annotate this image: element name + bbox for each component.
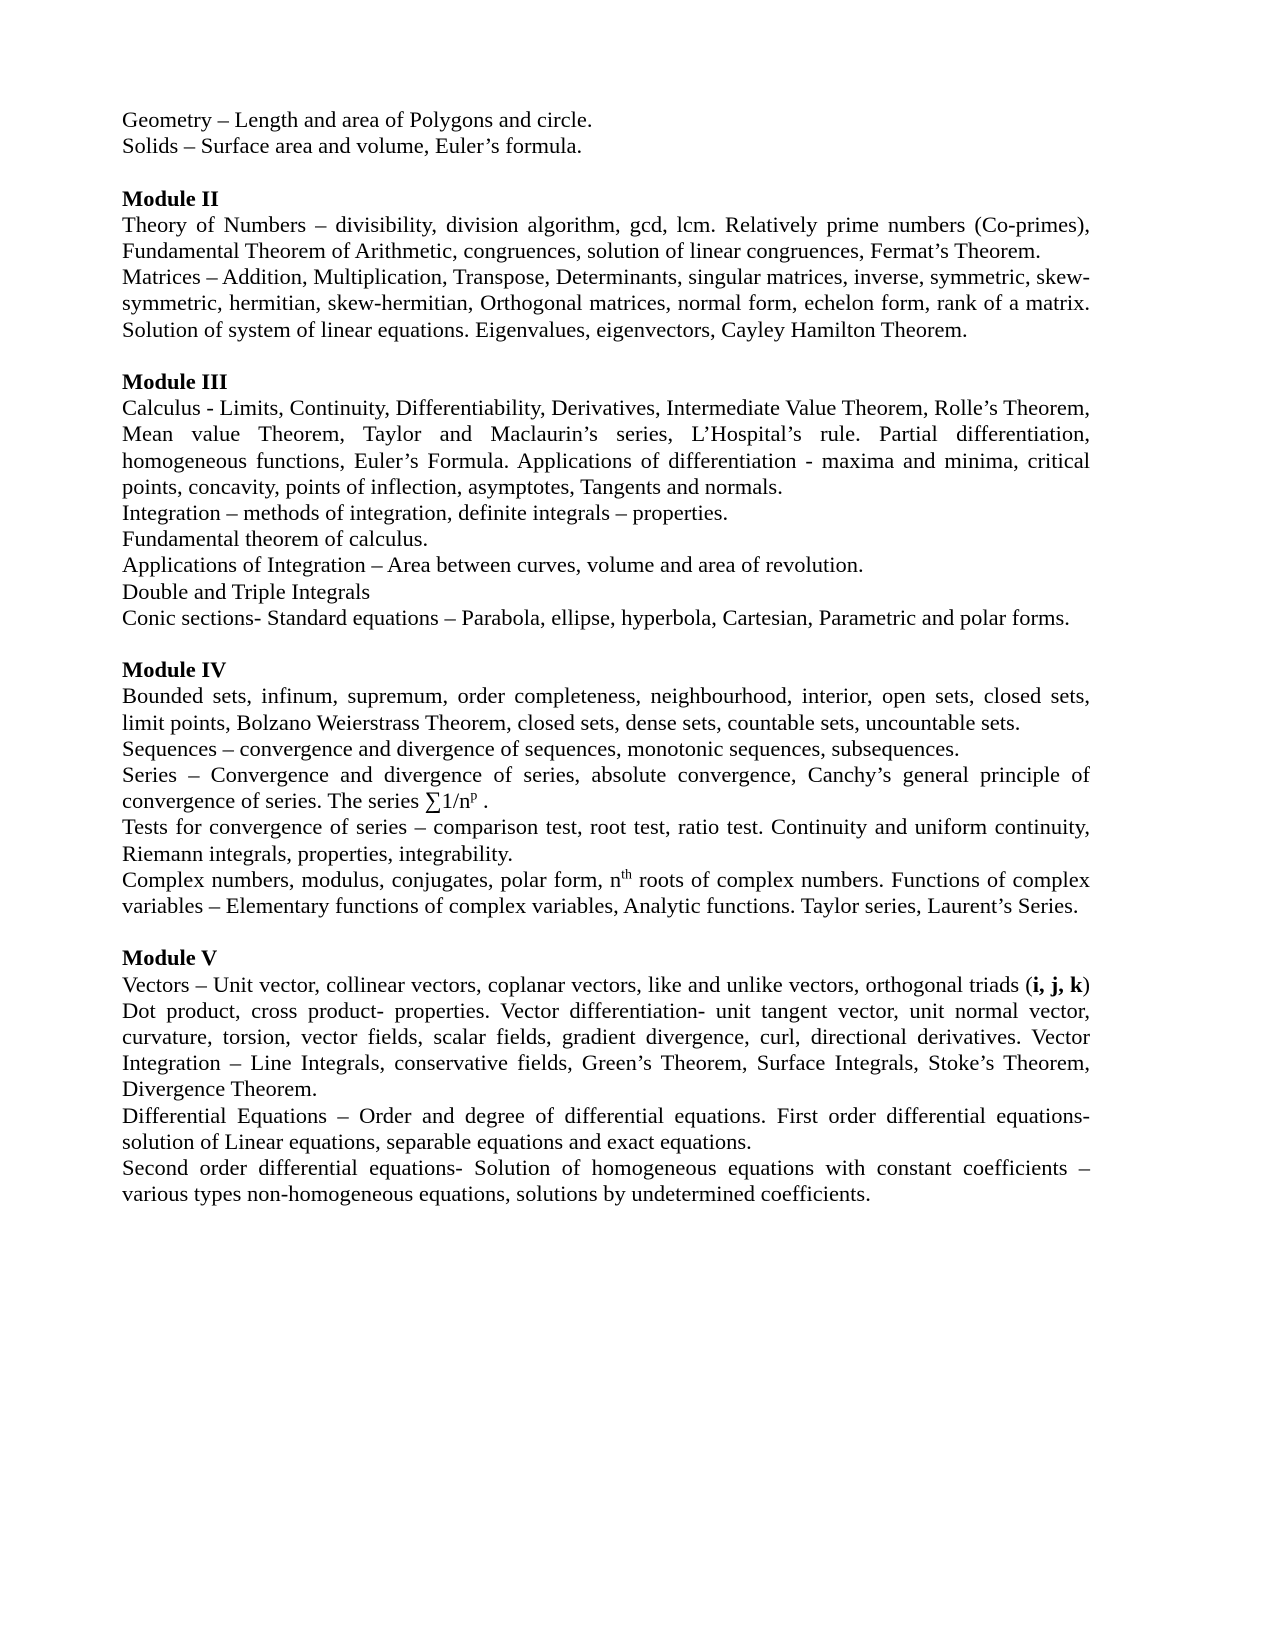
spacer — [122, 159, 1090, 185]
summation-symbol: ∑ — [424, 788, 442, 815]
series-text-after: . — [477, 788, 489, 814]
intro-line-solids: Solids – Surface area and volume, Euler’s formula. — [122, 133, 583, 159]
module-iii-paragraph-conic-sections: Conic sections- Standard equations – Parabola, ellipse, hyperbola, Cartesian, Parametric and polar forms. — [122, 604, 1070, 630]
intro-line-geometry: Geometry – Length and area of Polygons and circle. — [122, 107, 593, 132]
module-iv-paragraph-complex-numbers — [122, 867, 1090, 919]
module-iii-paragraph-fundamental-theorem: Fundamental theorem of calculus. — [122, 526, 429, 552]
module-heading-iv: Module IV — [122, 657, 227, 683]
module-iv-paragraph-tests-for-convergence: Tests for convergence of series – comparison test, root test, ratio test. Continuity and uniform continuity, Riemann integrals, properties, integrability. — [122, 814, 1090, 866]
module-heading-iii: Module III — [122, 369, 228, 394]
complex-exponent-th: th — [621, 867, 632, 883]
module-iii-paragraph-double-triple-integrals: Double and Triple Integrals — [122, 578, 371, 604]
module-iv-paragraph-series — [122, 762, 1090, 814]
series-text-before: Series – Convergence and divergence of series, absolute convergence, Canchy’s general principle of convergence of series. The series — [122, 762, 1090, 814]
document-body — [122, 107, 1090, 1207]
module-ii-paragraph-theory-of-numbers: Theory of Numbers – divisibility, division algorithm, gcd, lcm. Relatively prime numbers (Co-primes), Fundamental Theorem of Arithmetic, congruences, solution of linear congruences, Fermat’s Theorem. — [122, 211, 1090, 263]
series-exponent: p — [470, 788, 478, 804]
module-iii-paragraph-applications-of-integration: Applications of Integration – Area between curves, volume and area of revolution. — [122, 552, 864, 578]
module-heading-ii: Module II — [122, 185, 219, 211]
module-iii-paragraph-calculus: Calculus - Limits, Continuity, Differentiability, Derivatives, Intermediate Value Theorem, Rolle’s Theorem, Mean value Theorem, Taylor and Maclaurin’s series, L’Hospital’s rule. Partial differentiation, homogeneous functions, Euler’s Formula. Applications of differentiation - maxima and minima, critical points, concavity, points of inflection, asymptotes, Tangents and normals. — [122, 395, 1090, 499]
spacer — [122, 919, 1090, 945]
module-v-paragraph-vectors — [122, 972, 1090, 1103]
vectors-text-before: Vectors – Unit vector, collinear vectors, coplanar vectors, like and unlike vectors, orthogonal triads ( — [122, 971, 1033, 997]
module-ii-paragraph-matrices: Matrices – Addition, Multiplication, Transpose, Determinants, singular matrices, inverse, symmetric, skew-symmetric, hermitian, skew-hermitian, Orthogonal matrices, normal form, echelon form, rank of a matrix. Solution of system of linear equations. Eigenvalues, eigenvectors, Cayley Hamilton Theorem. — [122, 264, 1090, 342]
complex-text-after: roots of complex numbers. Functions of complex variables – Elementary functions of complex variables, Analytic functions. Taylor series, Laurent’s Series. — [122, 866, 1090, 919]
complex-text-before: Complex numbers, modulus, conjugates, polar form, n — [122, 866, 622, 892]
module-iv-paragraph-sequences: Sequences – convergence and divergence of sequences, monotonic sequences, subsequences. — [122, 735, 960, 761]
module-heading-v: Module V — [122, 945, 218, 971]
spacer — [122, 343, 1090, 369]
vectors-text-after: ) Dot product, cross product- properties. Vector differentiation- unit tangent vector, unit normal vector, curvature, torsion, vector fields, scalar fields, gradient divergence, curl, directional derivatives. Vector Integration – Line Integrals, conservative fields, Green’s Theorem, Surface Integrals, Stoke’s Theorem, Divergence Theorem. — [122, 971, 1090, 1102]
vectors-ijk-bold: i, j, k — [1032, 971, 1083, 997]
series-expression: 1/n — [441, 788, 471, 814]
module-iii-paragraph-integration: Integration – methods of integration, definite integrals – properties. — [122, 500, 729, 526]
module-v-paragraph-second-order-differential-equations: Second order differential equations- Solution of homogeneous equations with constant coefficients – various types non-homogeneous equations, solutions by undetermined coefficients. — [122, 1155, 1090, 1207]
module-v-paragraph-differential-equations: Differential Equations – Order and degree of differential equations. First order differential equations- solution of Linear equations, separable equations and exact equations. — [122, 1102, 1090, 1154]
spacer — [122, 631, 1090, 657]
module-iv-paragraph-bounded-sets: Bounded sets, infinum, supremum, order completeness, neighbourhood, interior, open sets, closed sets, limit points, Bolzano Weierstrass Theorem, closed sets, dense sets, countable sets, uncountable sets. — [122, 683, 1090, 735]
